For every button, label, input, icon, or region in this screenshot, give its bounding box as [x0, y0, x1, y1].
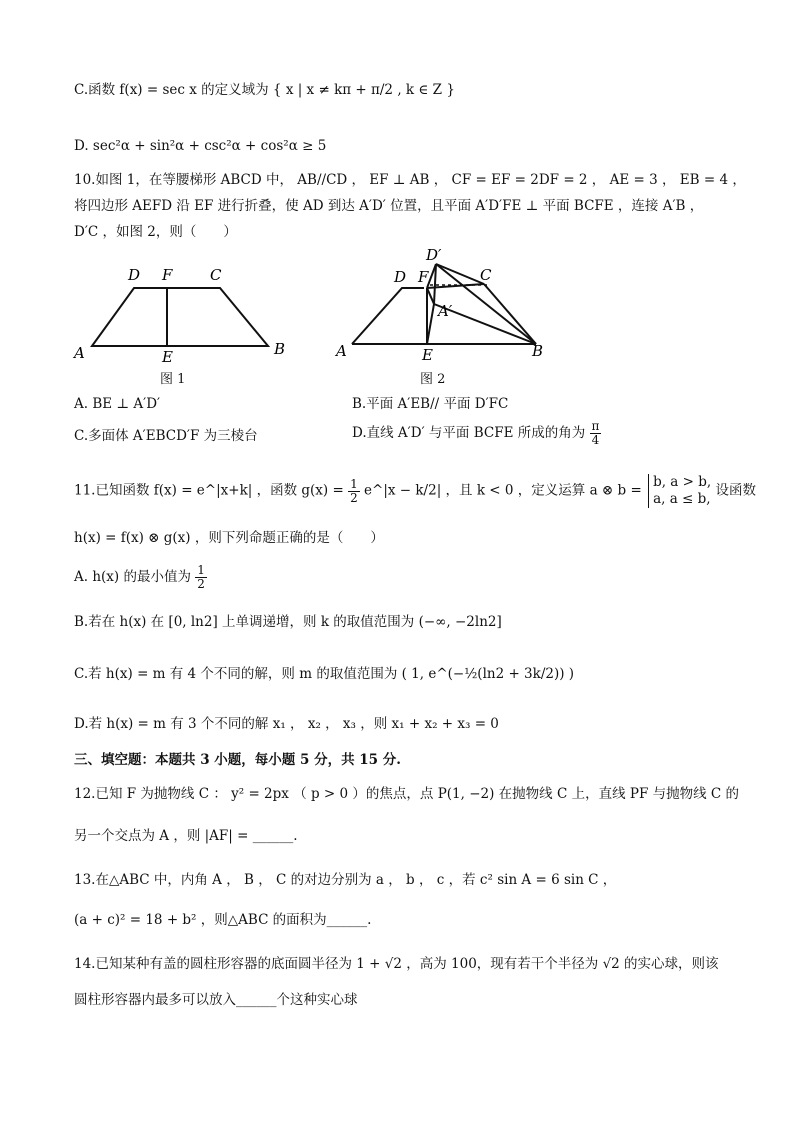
q11-option-b: B.若在 h(x) 在 [0, ln2] 上单调递增，则 k 的取值范围为 (−∞, −2ln2] — [74, 614, 502, 630]
option-c-sec-domain: C.函数 f(x) = sec x 的定义域为 { x | x ≠ kπ + π/2 , k ∈ Z } — [74, 82, 455, 98]
q11-line-1 — [74, 474, 756, 508]
otimes-case-1: b, a > b, — [653, 474, 712, 490]
fig1-label-e: E — [162, 348, 173, 366]
q11-option-c: C.若 h(x) = m 有 4 个不同的解，则 m 的取值范围为 ( 1, e^(−½(ln2 + 3k/2)) ) — [74, 666, 575, 682]
q12-line-1: 12.已知 F 为抛物线 C ： y² = 2px （ p > 0 ）的焦点，点 P(1, −2) 在抛物线 C 上，直线 PF 与抛物线 C 的 — [74, 786, 740, 802]
q10-line-1: 10.如图 1，在等腰梯形 ABCD 中， AB//CD ， EF ⊥ AB ， CF = EF = 2DF = 2 ， AE = 3 ， EB = 4 ， — [74, 172, 746, 188]
angle-fraction-numerator: π — [591, 419, 600, 433]
q13-line-2: (a + c)² = 18 + b² ，则△ABC 的面积为______. — [74, 912, 372, 928]
fig2-label-f: F — [418, 268, 429, 286]
q10-line-3: D′C ，如图 2，则（ ） — [74, 224, 237, 240]
otimes-cases — [648, 474, 711, 508]
fig2-label-d: D — [394, 268, 407, 286]
half-fraction-numerator: 1 — [350, 476, 358, 491]
fig1-label-a: A — [74, 344, 85, 362]
angle-fraction — [590, 420, 602, 447]
figure-2-folded — [330, 244, 560, 368]
half-fraction — [348, 478, 360, 505]
q11-line-2: h(x) = f(x) ⊗ g(x) ，则下列命题正确的是（ ） — [74, 530, 384, 546]
q11-option-a-text: A. h(x) 的最小值为 — [74, 569, 191, 585]
q11-option-d: D.若 h(x) = m 有 3 个不同的解 x₁ ， x₂ ， x₃ ，则 x₁ + x₂ + x₃ = 0 — [74, 716, 499, 732]
q14-line-2: 圆柱形容器内最多可以放入______个这种实心球 — [74, 992, 358, 1008]
figure-1-trapezoid — [70, 258, 300, 368]
section-3-heading: 三、填空题：本题共 3 小题，每小题 5 分，共 15 分. — [74, 752, 401, 768]
q10-option-a: A. BE ⊥ A′D′ — [74, 396, 161, 412]
min-value-denominator: 2 — [197, 577, 205, 591]
min-value-fraction — [195, 564, 207, 591]
q10-option-b: B.平面 A′EB// 平面 D′FC — [352, 396, 509, 412]
option-d-inequality: D. sec²α + sin²α + csc²α + cos²α ≥ 5 — [74, 138, 327, 154]
fig1-label-b: B — [274, 340, 286, 358]
fig1-label-f: F — [162, 266, 173, 284]
q12-line-2: 另一个交点为 A ，则 |AF| = ______. — [74, 828, 298, 844]
fig2-label-e: E — [422, 346, 433, 364]
q10-option-c: C.多面体 A′EBCD′F 为三棱台 — [74, 428, 258, 444]
min-value-numerator: 1 — [197, 563, 205, 577]
q11-def-f: 11.已知函数 f(x) = e^|x+k| ，函数 g(x) = — [74, 482, 344, 499]
q11-option-a — [74, 564, 207, 591]
q11-def-h-lead: 设函数 — [715, 482, 756, 499]
fig1-label-d: D — [128, 266, 141, 284]
fig2-label-aprime: A′ — [438, 302, 453, 320]
q10-line-2: 将四边形 AEFD 沿 EF 进行折叠，使 AD 到达 A′D′ 位置，且平面 A′D′FE ⊥ 平面 BCFE ，连接 A′B ， — [74, 198, 704, 214]
q14-line-1: 14.已知某种有盖的圆柱形容器的底面圆半径为 1 + √2 ，高为 100，现有若干个半径为 √2 的实心球，则该 — [74, 956, 719, 972]
q11-def-g: e^|x − k/2| ，且 k < 0 ，定义运算 a ⊗ b = — [364, 482, 642, 499]
q13-line-1: 13.在△ABC 中，内角 A ， B ， C 的对边分别为 a ， b ， c ，若 c² sin A = 6 sin C ， — [74, 872, 617, 888]
fig2-label-a: A — [336, 342, 347, 360]
otimes-case-2: a, a ≤ b, — [653, 491, 711, 507]
figure-2-caption: 图 2 — [420, 372, 446, 387]
half-fraction-denominator: 2 — [350, 490, 358, 505]
fig2-label-dprime: D′ — [426, 246, 442, 264]
q10-option-d-text: D.直线 A′D′ 与平面 BCFE 所成的角为 — [352, 425, 586, 441]
fig2-label-b: B — [532, 342, 544, 360]
angle-fraction-denominator: 4 — [591, 433, 600, 447]
q10-option-d — [352, 420, 601, 447]
figure-1-caption: 图 1 — [160, 372, 186, 387]
fig1-label-c: C — [210, 266, 222, 284]
fig2-label-c: C — [480, 266, 492, 284]
